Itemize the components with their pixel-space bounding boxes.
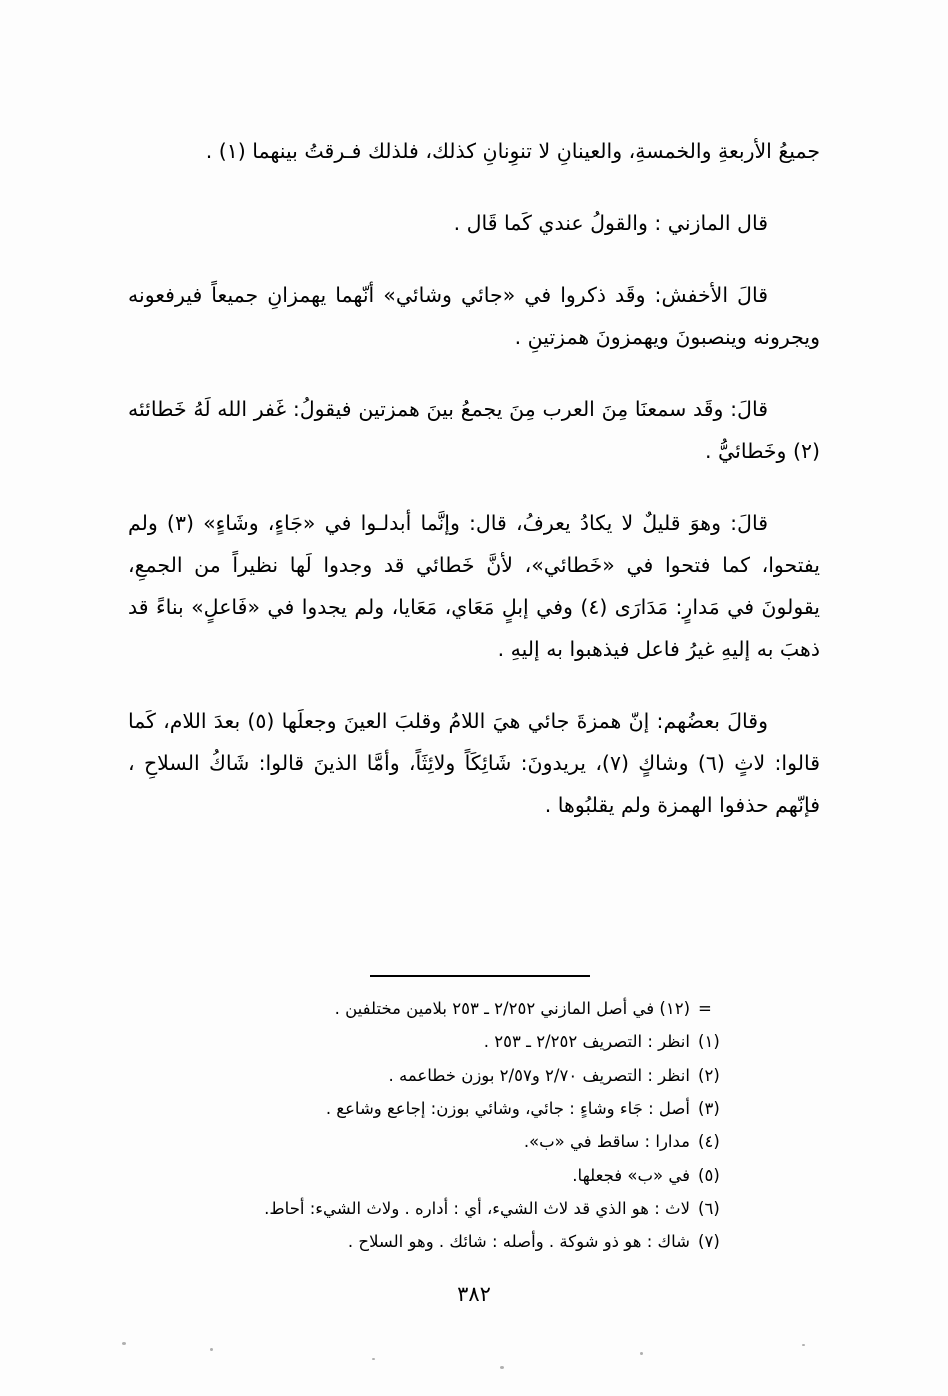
paragraph-1: جميعُ الأربعةِ والخمسةِ، والعينانِ لا تنوِنانِ كذلك، فلذلك فـرقتُ بينهما (١) . — [205, 139, 820, 163]
paragraph-2: قال المازني : والقولُ عندي كَما قَال . — [453, 211, 768, 236]
footnote-text: انظر : التصريف ٢/٢٥٢ ـ ٢٥٣ . — [483, 1032, 690, 1052]
footnote-item — [194, 1093, 754, 1126]
footnote-marker: = — [698, 999, 712, 1018]
footnote-item — [194, 1026, 754, 1059]
scan-speck — [210, 1348, 213, 1351]
footnote-text: انظر : التصريف ٢/٧٠ و٢/٥٧ بوزن خطاعمه . — [388, 1065, 690, 1085]
footnote-marker: (٦) — [698, 1199, 720, 1219]
footnote-item — [194, 1226, 754, 1259]
paragraph-5: قالَ: وهوَ قليلٌ لا يكادُ يعرفُ، قال: وإنَّما أبدلـوا في «جَاءٍ، وشَاءٍ» (٣) ولم يفتحوا، كما فتحوا في «خَطائي»، لأنَّ خَطائي قد وجدوا لَها نظيراً من الجمعِ، يقولونَ في مَدارٍ: مَدَارَى (٤) وفي إبلٍ مَعَاي، مَعَايا، ولم يجدوا في «فَاعلٍ» بناءً قد ذهبَ به إليهِ غيرُ فاعل فيذهبوا به إليهِ . — [128, 511, 820, 662]
scan-speck — [640, 1352, 643, 1355]
footnote-item — [194, 1193, 754, 1226]
paragraph-3: قالَ الأخفش: وقَد ذكروا في «جائي وشائي» أنّهما يهمزانِ جميعاً فيرفعونه ويجرونه وينصبونَ ويهمزونَ همزتينِ . — [128, 283, 820, 350]
footnote-marker: (٢) — [698, 1065, 720, 1085]
footnote-marker: (٤) — [698, 1132, 720, 1152]
footnote-text: في «ب» فجعلها. — [572, 1165, 690, 1185]
footnotes-section — [128, 975, 820, 1260]
footnote-marker: (٧) — [698, 1232, 720, 1252]
footnote-text: أصل : جَاء وشاءٍ : جائي، وشائي بوزن: إجاعع وشاعع . — [325, 1099, 690, 1119]
page-number: ٣٨٢ — [457, 1282, 491, 1306]
footnote-text: (١٢) في أصل المازني ٢/٢٥٢ ـ ٢٥٣ بلامين مختلفين . — [334, 999, 690, 1018]
scan-speck — [122, 1342, 126, 1345]
scan-speck — [372, 1358, 375, 1360]
scan-speck — [802, 1344, 805, 1346]
footnote-item — [194, 1060, 754, 1093]
footnote-marker: (٣) — [698, 1099, 720, 1119]
footnote-text: شاك : هو ذو شوكة . وأصله : شائك . وهو السلاح . — [347, 1232, 690, 1252]
footnote-item — [194, 1126, 754, 1159]
footnote-text: مدارا : ساقط في «ب». — [523, 1132, 690, 1152]
scan-speck — [500, 1366, 504, 1369]
footnote-separator-rule — [370, 975, 590, 977]
footnote-marker: (١) — [698, 1032, 720, 1052]
footnote-list — [194, 993, 754, 1260]
body-text — [128, 130, 820, 856]
footnote-marker: (٥) — [698, 1165, 720, 1185]
footnote-item — [194, 1160, 754, 1193]
footnote-text: لاث : هو الذي قد لاث الشيء، أي : أداره . ولاث الشيء: أحاط. — [264, 1199, 690, 1219]
paragraph-4: قالَ: وقَد سمعنَا مِنَ العرب مِنَ يجمعُ بينَ همزتين فيقولُ: غَفر الله لَهُ خَطائئه (٢) وخَطائيُّ . — [128, 397, 820, 464]
paragraph-6: وقالَ بعضُهم: إنّ همزةَ جائي هيَ اللامُ وقلبَ العينَ وجعلَها (٥) بعدَ اللام، كَما قالوا: لاثٍ (٦) وشاكٍ (٧)، يريدونَ: شَائِكَاً ولائِثَاً، وأمَّا الذينَ قالوا: شَاكُ السلاحِ ، فإنّهم حذفوا الهمزة ولم يقلبُوها . — [128, 709, 820, 818]
footnote-item — [194, 993, 754, 1026]
